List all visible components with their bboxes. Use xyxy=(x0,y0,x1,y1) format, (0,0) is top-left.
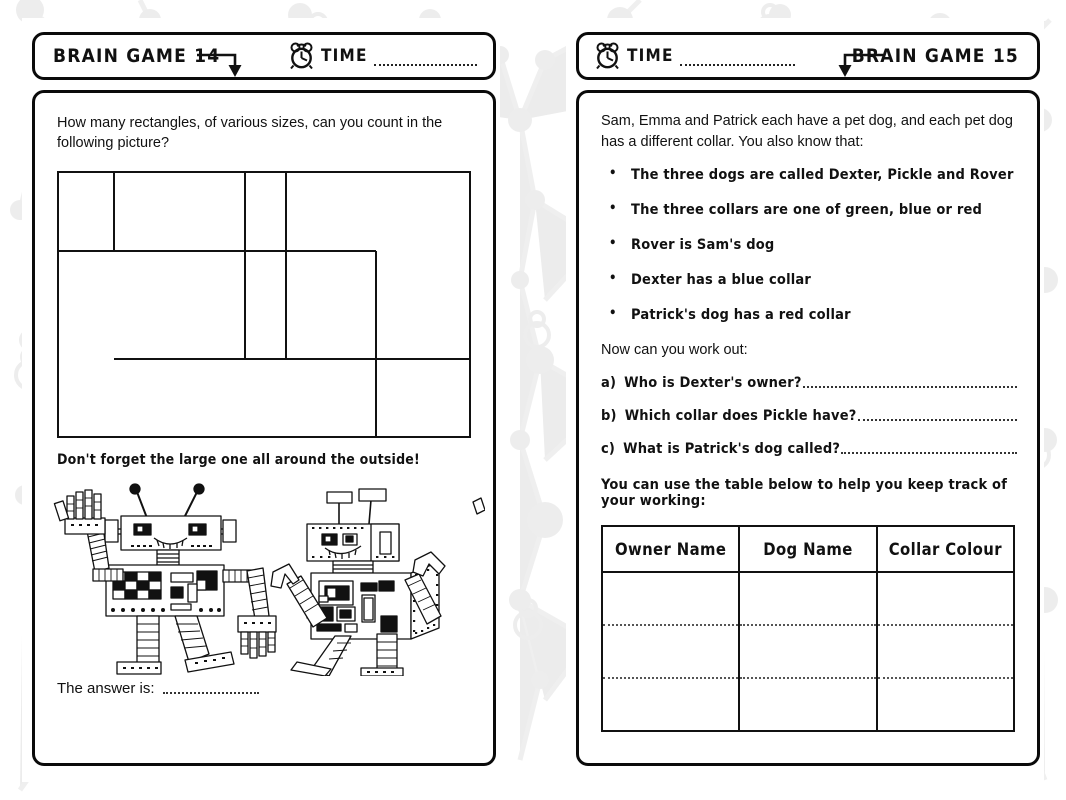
arrow-down-hook-icon xyxy=(195,48,249,78)
table-row xyxy=(602,572,1014,625)
right-game-title: BRAIN GAME 15 xyxy=(851,45,1019,67)
working-table xyxy=(601,525,1015,732)
right-header-bar xyxy=(576,32,1040,80)
question-c-input[interactable] xyxy=(841,452,1017,454)
column-header-collar-colour: Collar Colour xyxy=(877,526,1014,572)
cell-dog-3[interactable] xyxy=(739,678,876,731)
table-header-row xyxy=(602,526,1014,572)
column-header-dog-name: Dog Name xyxy=(739,526,876,572)
two-robots-illustration xyxy=(49,476,485,676)
question-a-text: Who is Dexter's owner? xyxy=(624,375,802,391)
question-a-input[interactable] xyxy=(803,386,1017,388)
question-b-marker: b) xyxy=(601,408,617,424)
question-row-c xyxy=(601,441,1017,457)
left-body-panel xyxy=(32,90,496,766)
cell-dog-1[interactable] xyxy=(739,572,876,625)
question-b-text: Which collar does Pickle have? xyxy=(624,408,857,424)
page-right xyxy=(566,18,1044,782)
clue-item: • Dexter has a blue collar xyxy=(601,272,1017,288)
rectangle-count-diagram xyxy=(57,171,471,438)
right-body-panel xyxy=(576,90,1040,766)
clue-item: • Patrick's dog has a red collar xyxy=(601,307,1017,323)
right-time-group xyxy=(595,42,795,70)
right-intro-text: Sam, Emma and Patrick each have a pet dog, and each pet dog has a different collar. You also know that: xyxy=(601,113,1013,150)
question-c-text: What is Patrick's dog called? xyxy=(623,441,841,457)
cell-dog-2[interactable] xyxy=(739,625,876,678)
alarm-clock-icon xyxy=(595,42,621,70)
cell-owner-2[interactable] xyxy=(602,625,739,678)
arrow-down-hook-icon xyxy=(831,48,885,78)
clue-item: • The three collars are one of green, blue or red xyxy=(601,202,1017,218)
left-hint-text: Don't forget the large one all around the outside! xyxy=(57,452,420,468)
left-time-group xyxy=(289,42,477,70)
column-header-owner-name: Owner Name xyxy=(602,526,739,572)
work-out-prompt: Now can you work out: xyxy=(601,342,748,358)
clue-item: • Rover is Sam's dog xyxy=(601,237,1017,253)
page-left xyxy=(22,18,500,782)
left-answer-label: The answer is: xyxy=(57,680,155,697)
right-time-input[interactable] xyxy=(680,64,795,66)
question-b-input[interactable] xyxy=(858,419,1017,421)
question-a-marker: a) xyxy=(601,375,617,391)
question-c-marker: c) xyxy=(601,441,616,457)
left-header-bar xyxy=(32,32,496,80)
clue-item: • The three dogs are called Dexter, Pickle and Rover xyxy=(601,167,1017,183)
clue-list xyxy=(601,167,1017,323)
table-row xyxy=(602,678,1014,731)
cell-collar-3[interactable] xyxy=(877,678,1014,731)
cell-collar-1[interactable] xyxy=(877,572,1014,625)
left-question-text: How many rectangles, of various sizes, can you count in the following picture? xyxy=(57,115,443,151)
table-instruction: You can use the table below to help you keep track of your working: xyxy=(601,477,1008,509)
left-time-label: TIME xyxy=(321,46,368,66)
question-row-b xyxy=(601,408,1017,424)
alarm-clock-icon xyxy=(289,42,315,70)
left-answer-row xyxy=(57,680,471,697)
question-row-a xyxy=(601,375,1017,391)
table-row xyxy=(602,625,1014,678)
cell-collar-2[interactable] xyxy=(877,625,1014,678)
right-time-label: TIME xyxy=(627,46,674,66)
left-answer-input[interactable] xyxy=(163,692,259,694)
left-game-title: BRAIN GAME 14 xyxy=(53,45,221,67)
cell-owner-1[interactable] xyxy=(602,572,739,625)
left-time-input[interactable] xyxy=(374,64,477,66)
cell-owner-3[interactable] xyxy=(602,678,739,731)
